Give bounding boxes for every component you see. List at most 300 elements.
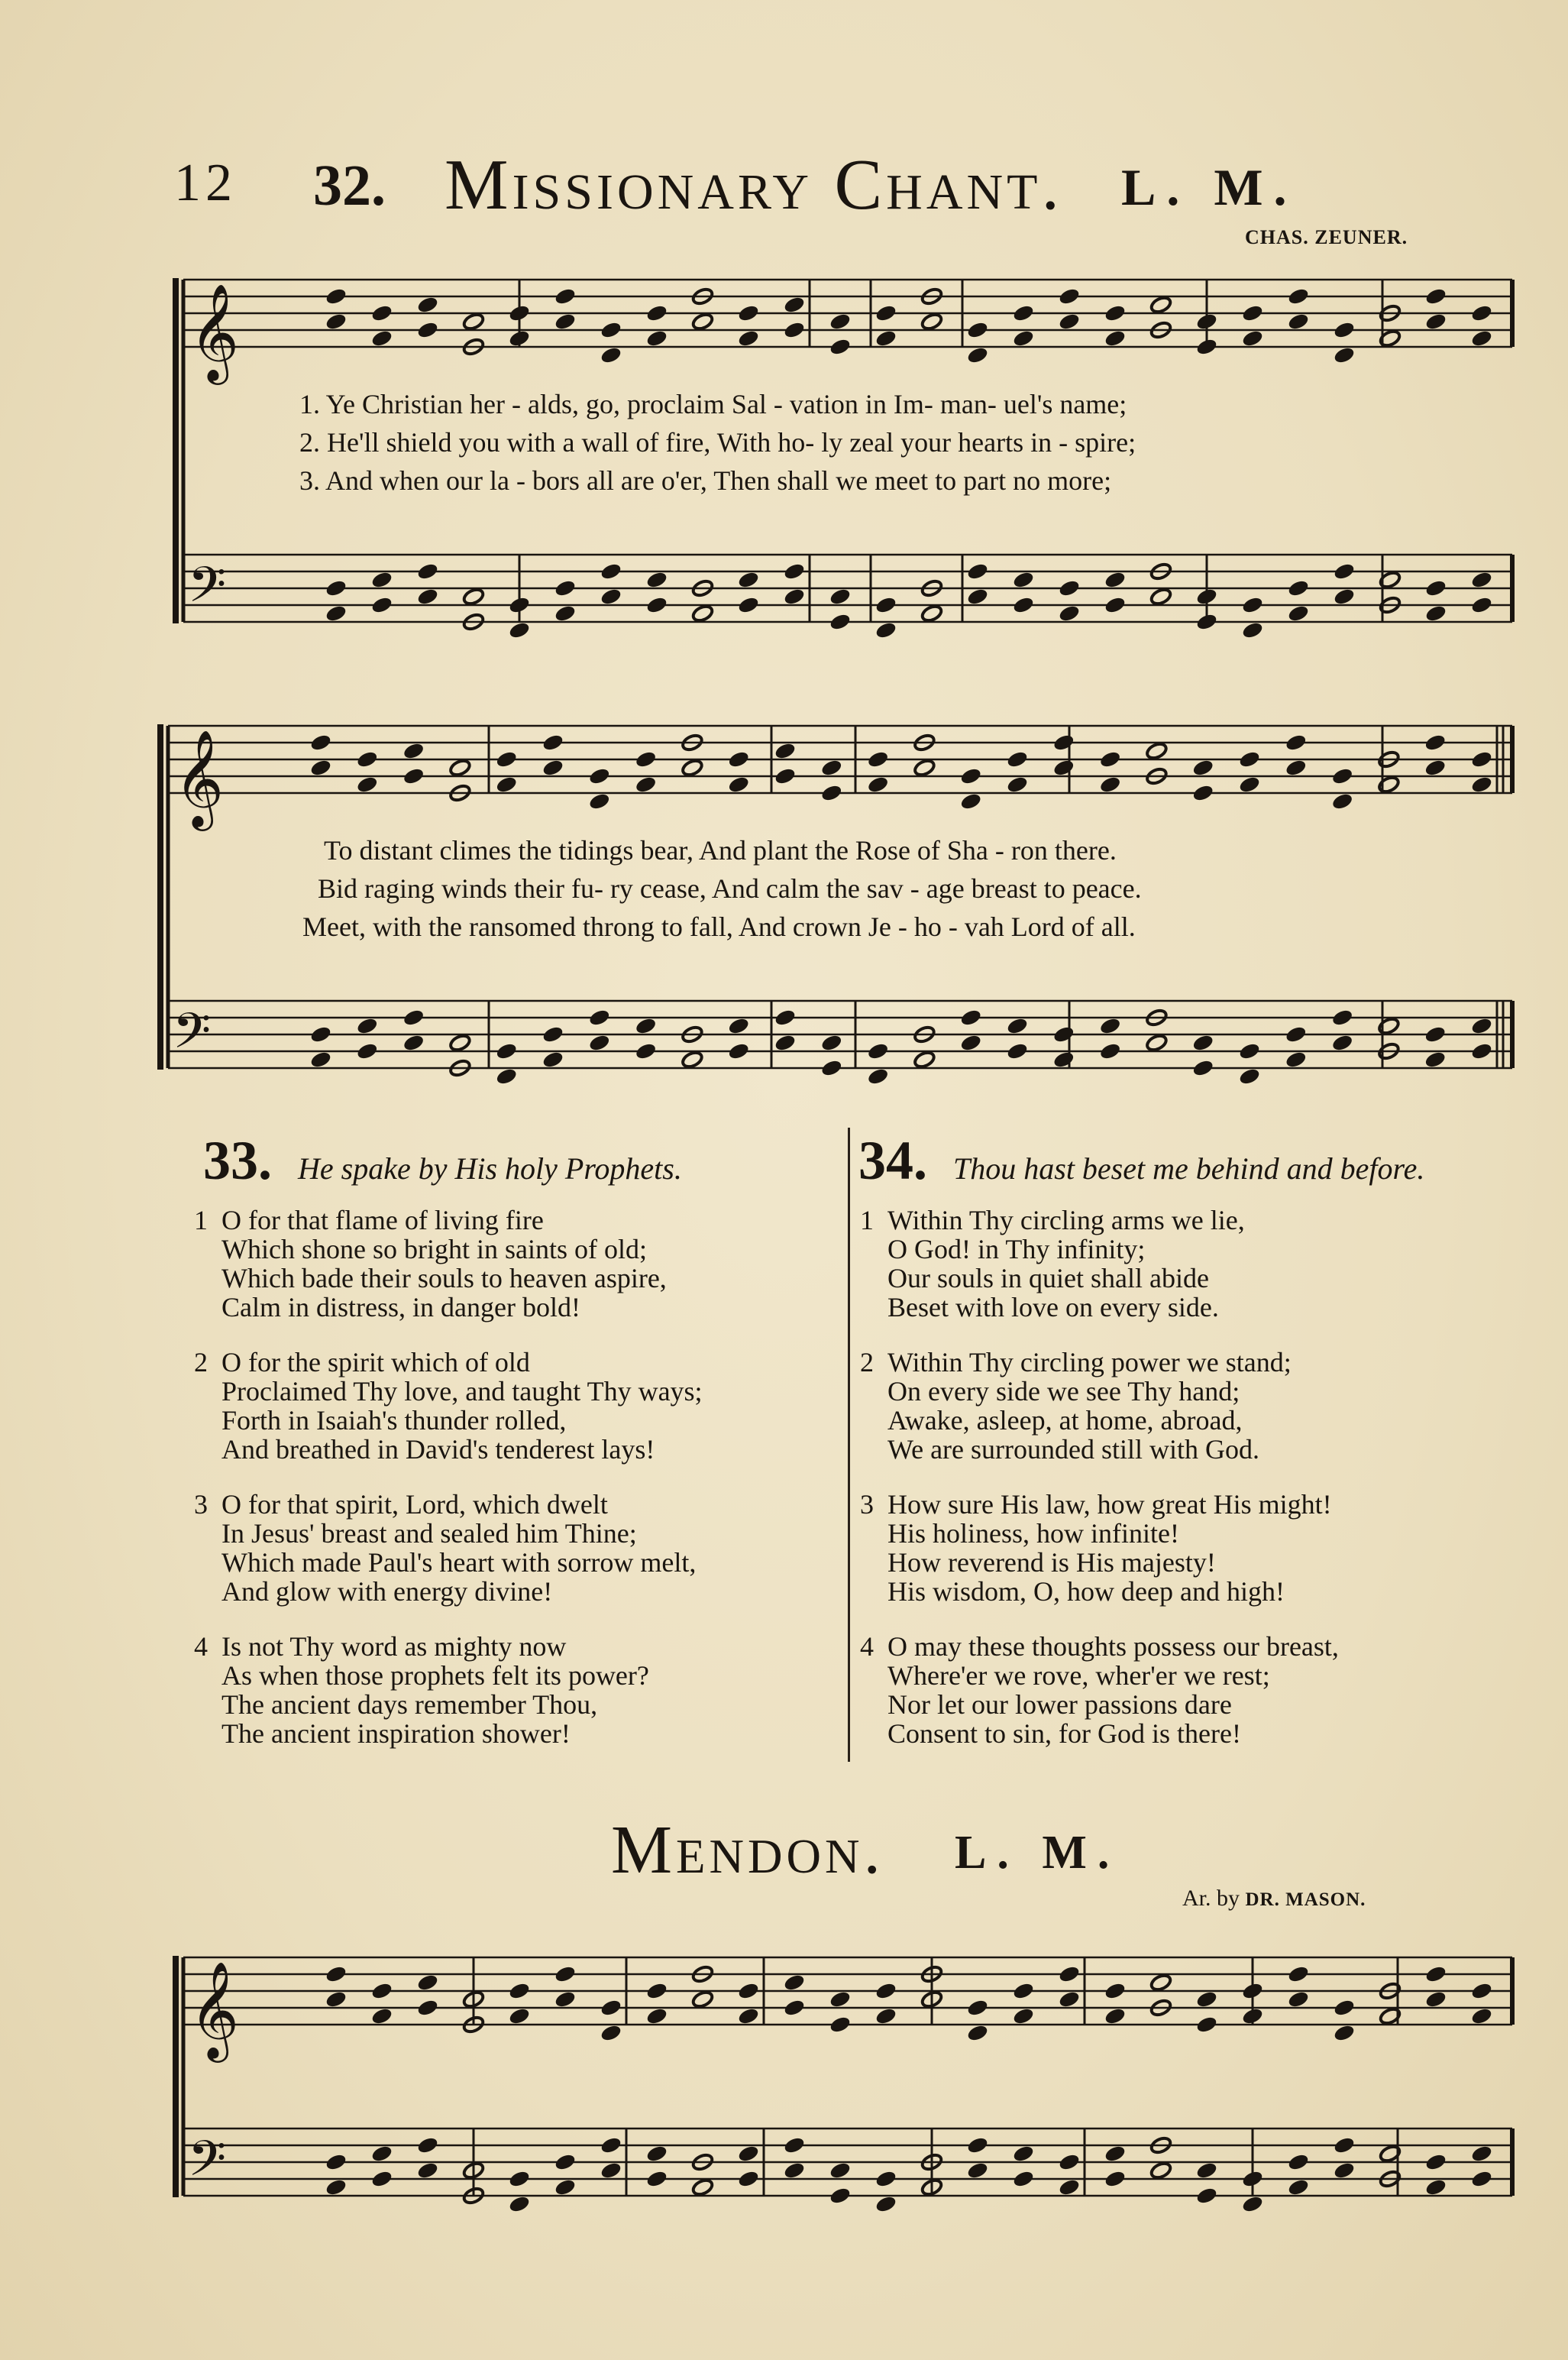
verse-line [194, 1235, 647, 1264]
verse-line [194, 1293, 580, 1322]
note-head [370, 329, 393, 348]
note-head [325, 2177, 348, 2197]
note-head [783, 587, 806, 606]
note-head [920, 604, 943, 623]
note-head [1145, 1033, 1168, 1052]
note-head [554, 2152, 577, 2171]
note-head [959, 1008, 982, 1027]
note-head [1052, 758, 1075, 777]
note-head [1424, 2152, 1447, 2171]
note-head [554, 287, 577, 306]
note-head [774, 741, 797, 760]
note-head [554, 578, 577, 597]
note-head [1241, 2194, 1264, 2213]
note-head [959, 1033, 982, 1052]
verse-text: How reverend is His majesty! [887, 1547, 1216, 1578]
clef-icon: 𝄞 [189, 1960, 240, 2058]
note-head [1006, 775, 1029, 794]
hymn-34-subtitle: Thou hast beset me behind and before. [953, 1151, 1425, 1186]
note-head [1424, 312, 1447, 331]
note-head [645, 329, 668, 348]
note-head [829, 2161, 852, 2180]
hymn-34-number: 34. [858, 1130, 927, 1191]
note-head [1287, 312, 1310, 331]
note-head [783, 320, 806, 339]
verse-text: Proclaimed Thy love, and taught Thy ways; [221, 1376, 703, 1407]
hymn-34-heading [858, 1129, 1424, 1193]
note-head [727, 1016, 750, 1035]
note-head [356, 1041, 379, 1060]
note-head [1424, 733, 1447, 752]
note-head [645, 1981, 668, 2000]
verse-line [860, 1548, 1216, 1577]
note-head [1058, 578, 1081, 597]
note-head [1330, 766, 1353, 785]
note-head [1470, 749, 1493, 769]
note-head [325, 578, 348, 597]
clef-icon: 𝄢 [188, 2131, 227, 2200]
clef-icon: 𝄞 [189, 283, 240, 380]
verse-text: Our souls in quiet shall abide [887, 1263, 1209, 1293]
note-head [645, 2006, 668, 2025]
note-head [1333, 1998, 1356, 2017]
note-head [1424, 1025, 1447, 1044]
note-head [1195, 2161, 1218, 2180]
verse-text: O God! in Thy infinity; [887, 1234, 1146, 1264]
verse-text: O for the spirit which of old [221, 1347, 530, 1377]
note-head [966, 1998, 989, 2017]
note-head [588, 766, 611, 785]
note-head [966, 562, 989, 581]
note-head [1287, 578, 1310, 597]
note-head [829, 337, 852, 356]
note-head [829, 2186, 852, 2205]
note-head [737, 303, 760, 322]
note-head [600, 345, 622, 364]
note-head [1424, 758, 1447, 777]
note-head [727, 775, 750, 794]
note-head [356, 1016, 379, 1035]
verse-line [194, 1548, 696, 1577]
note-head [737, 2144, 760, 2163]
note-head [1195, 2186, 1218, 2205]
note-head [1470, 775, 1493, 794]
note-head [1195, 1989, 1218, 2009]
note-head [416, 1998, 439, 2017]
note-head [1287, 287, 1310, 306]
note-head [1104, 570, 1127, 589]
note-head [1145, 741, 1168, 760]
note-head [325, 312, 348, 331]
note-head [495, 775, 518, 794]
verse-text: Nor let our lower passions dare [887, 1689, 1232, 1720]
note-head [600, 587, 622, 606]
note-head [1012, 1981, 1035, 2000]
verse-number: 1 [860, 1205, 874, 1235]
verse-number: 3 [194, 1489, 208, 1520]
note-head [554, 1964, 577, 1983]
note-head [554, 2177, 577, 2197]
note-head [875, 2194, 897, 2213]
note-head [416, 2161, 439, 2180]
mendon-meter: L. M. [955, 1827, 1120, 1879]
note-head [634, 1016, 657, 1035]
hymn-title: Missionary Chant. [445, 145, 1063, 225]
verse-line [860, 1206, 1245, 1235]
note-head [634, 1041, 657, 1060]
note-head [966, 2023, 989, 2042]
note-head [1333, 2023, 1356, 2042]
note-head [1377, 775, 1400, 794]
note-head [325, 2152, 348, 2171]
verse-text: Which made Paul's heart with sorrow melt, [221, 1547, 697, 1578]
note-head [1012, 303, 1035, 322]
note-head [588, 792, 611, 811]
hymn-33-subtitle: He spake by His holy Prophets. [298, 1151, 682, 1186]
note-head [1470, 1016, 1493, 1035]
note-head [448, 758, 471, 777]
verse-number: 3 [860, 1489, 874, 1520]
note-head [1098, 749, 1121, 769]
note-head [737, 570, 760, 589]
note-head [370, 303, 393, 322]
note-head [737, 595, 760, 614]
note-head [1052, 1025, 1075, 1044]
note-head [866, 1041, 889, 1060]
verse-number: 2 [194, 1347, 208, 1377]
note-head [356, 749, 379, 769]
verse-number: 2 [860, 1347, 874, 1377]
note-head [1333, 320, 1356, 339]
note-head [448, 1033, 471, 1052]
verse-line [194, 1719, 571, 1748]
note-head [600, 320, 622, 339]
note-head [1149, 2161, 1172, 2180]
note-head [402, 1033, 425, 1052]
note-head [370, 2006, 393, 2025]
verse-line [194, 1519, 637, 1548]
verse-text: In Jesus' breast and sealed him Thine; [221, 1518, 637, 1549]
note-head [913, 758, 936, 777]
note-head [1287, 2152, 1310, 2171]
verse-line [860, 1719, 1241, 1748]
note-head [1195, 2015, 1218, 2034]
verse-text: O for that spirit, Lord, which dwelt [221, 1489, 608, 1520]
note-head [416, 2135, 439, 2154]
note-head [325, 287, 348, 306]
verse-line [194, 1264, 667, 1293]
note-head [966, 2161, 989, 2180]
verse-text: On every side we see Thy hand; [887, 1376, 1240, 1407]
verse-line [860, 1632, 1339, 1661]
note-head [1058, 287, 1081, 306]
note-head [508, 620, 531, 639]
note-head [1058, 604, 1081, 623]
verse-line [860, 1519, 1179, 1548]
note-head [462, 312, 485, 331]
verse-line [194, 1632, 566, 1661]
verse-text: Which bade their souls to heaven aspire, [221, 1263, 667, 1293]
note-head [1052, 733, 1075, 752]
note-head [309, 1025, 332, 1044]
note-head [1058, 1989, 1081, 2009]
note-head [875, 2006, 897, 2025]
note-head [645, 570, 668, 589]
note-head [1104, 329, 1127, 348]
note-head [1058, 1964, 1081, 1983]
note-head [866, 775, 889, 794]
note-head [1006, 749, 1029, 769]
note-head [1424, 2177, 1447, 2197]
note-head [783, 1998, 806, 2017]
note-head [1287, 2177, 1310, 2197]
verse-text: Beset with love on every side. [887, 1292, 1219, 1322]
lyric-line-1: 1. Ye Christian her - alds, go, proclaim Sal - vation in Im- man- uel's name; [299, 389, 1127, 419]
verse-line [194, 1435, 655, 1464]
note-head [1285, 1025, 1308, 1044]
lyric-line-6: Meet, with the ransomed throng to fall, And crown Je - ho - vah Lord of all. [302, 911, 1136, 942]
note-head [416, 1973, 439, 1992]
note-head [1104, 595, 1127, 614]
verse-text: And glow with energy divine! [221, 1576, 553, 1607]
note-head [370, 1981, 393, 2000]
note-head [1104, 303, 1127, 322]
note-head [1241, 595, 1264, 614]
verse-line [194, 1661, 649, 1690]
verse-text: We are surrounded still with God. [887, 1434, 1260, 1465]
note-head [554, 604, 577, 623]
note-head [875, 595, 897, 614]
note-head [820, 758, 843, 777]
note-head [1012, 570, 1035, 589]
note-head [783, 1973, 806, 1992]
verse-line [860, 1435, 1259, 1464]
note-head [325, 1964, 348, 1983]
lyric-line-3: 3. And when our la - bors all are o'er, Then shall we meet to part no more; [299, 465, 1112, 496]
note-head [1238, 1067, 1261, 1086]
note-head [1058, 2152, 1081, 2171]
note-head [542, 733, 564, 752]
note-head [829, 587, 852, 606]
note-head [1191, 783, 1214, 802]
verse-text: Within Thy circling arms we lie, [887, 1205, 1245, 1235]
note-head [959, 792, 982, 811]
note-head [1238, 1041, 1261, 1060]
note-head [737, 2169, 760, 2188]
hymn-33-number: 33. [203, 1130, 272, 1191]
note-head [416, 562, 439, 581]
note-head [1012, 595, 1035, 614]
note-head [783, 2135, 806, 2154]
note-head [1333, 562, 1356, 581]
note-head [875, 329, 897, 348]
note-head [1470, 2169, 1493, 2188]
note-head [402, 741, 425, 760]
verse-text: Is not Thy word as mighty now [221, 1631, 567, 1662]
note-head [1424, 1989, 1447, 2009]
note-head [681, 758, 703, 777]
note-head [1238, 749, 1261, 769]
note-head [416, 295, 439, 314]
verse-line [860, 1406, 1243, 1435]
note-head [1149, 1973, 1172, 1992]
note-head [1012, 329, 1035, 348]
note-head [1470, 329, 1493, 348]
note-head [1287, 1989, 1310, 2009]
verse-text: His wisdom, O, how deep and high! [887, 1576, 1285, 1607]
verse-text: And breathed in David's tenderest lays! [221, 1434, 655, 1465]
verse-line [194, 1406, 566, 1435]
verse-line [194, 1348, 530, 1377]
verse-text: Forth in Isaiah's thunder rolled, [221, 1405, 567, 1436]
note-head [508, 1981, 531, 2000]
note-head [1333, 2135, 1356, 2154]
note-head [1330, 1008, 1353, 1027]
note-head [783, 295, 806, 314]
note-head [727, 749, 750, 769]
verse-text: How sure His law, how great His might! [887, 1489, 1332, 1520]
note-head [645, 303, 668, 322]
note-head [356, 775, 379, 794]
hymn-meter: L. M. [1121, 158, 1298, 216]
note-head [1424, 1050, 1447, 1069]
mendon-arranger [1182, 1886, 1366, 1912]
verse-line [860, 1377, 1240, 1406]
note-head [402, 1008, 425, 1027]
note-head [737, 1981, 760, 2000]
note-head [588, 1033, 611, 1052]
note-head [309, 733, 332, 752]
note-head [1149, 587, 1172, 606]
note-head [691, 2177, 714, 2197]
verse-line [860, 1490, 1332, 1519]
verse-text: O may these thoughts possess our breast, [887, 1631, 1339, 1662]
hymn-33-heading [203, 1129, 682, 1193]
verse-text: Awake, asleep, at home, abroad, [887, 1405, 1243, 1436]
verse-text: Consent to sin, for God is there! [887, 1718, 1241, 1749]
note-head [1285, 758, 1308, 777]
note-head [1012, 2144, 1035, 2163]
note-head [1006, 1016, 1029, 1035]
note-head [1470, 1981, 1493, 2000]
verse-text: Calm in distress, in danger bold! [221, 1292, 580, 1322]
verse-text: Where'er we rove, wher'er we rest; [887, 1660, 1270, 1691]
note-head [866, 749, 889, 769]
note-head [1104, 1981, 1127, 2000]
note-head [829, 1989, 852, 2009]
note-head [508, 2194, 531, 2213]
verse-line [860, 1235, 1145, 1264]
verse-line [860, 1690, 1232, 1719]
note-head [875, 620, 897, 639]
note-head [966, 345, 989, 364]
verse-line [860, 1348, 1292, 1377]
note-head [1333, 2161, 1356, 2180]
note-head [875, 303, 897, 322]
composer: CHAS. ZEUNER. [1245, 226, 1408, 248]
verse-line [194, 1490, 608, 1519]
note-head [370, 2144, 393, 2163]
note-head [783, 562, 806, 581]
note-head [309, 1050, 332, 1069]
note-head [600, 2135, 622, 2154]
note-head [1191, 758, 1214, 777]
note-head [1098, 1016, 1121, 1035]
note-head [645, 2169, 668, 2188]
note-head [1470, 570, 1493, 589]
note-head [542, 1050, 564, 1069]
note-head [774, 1033, 797, 1052]
note-head [554, 1989, 577, 2009]
note-head [1191, 1033, 1214, 1052]
verse-text: The ancient days remember Thou, [221, 1689, 598, 1720]
note-head [309, 758, 332, 777]
column-divider [848, 1128, 850, 1762]
note-head [1104, 2006, 1127, 2025]
note-head [1285, 733, 1308, 752]
note-head [1149, 295, 1172, 314]
note-head [1333, 587, 1356, 606]
verse-text: O for that flame of living fire [221, 1205, 544, 1235]
note-head [737, 329, 760, 348]
note-head [1058, 312, 1081, 331]
note-head [820, 783, 843, 802]
note-head [820, 1033, 843, 1052]
note-head [645, 595, 668, 614]
note-head [1098, 775, 1121, 794]
note-head [462, 587, 485, 606]
verse-line [860, 1264, 1209, 1293]
note-head [1470, 1041, 1493, 1060]
note-head [875, 2169, 897, 2188]
note-head [681, 1050, 703, 1069]
note-head [913, 1050, 936, 1069]
page-number: 12 [174, 154, 237, 212]
note-head [495, 749, 518, 769]
note-head [1006, 1041, 1029, 1060]
hymn-number: 32. [313, 154, 386, 218]
note-head [1104, 2169, 1127, 2188]
verse-text: The ancient inspiration shower! [221, 1718, 571, 1749]
note-head [737, 2006, 760, 2025]
clef-icon: 𝄢 [188, 557, 227, 626]
verse-line [194, 1690, 597, 1719]
verse-number: 1 [194, 1205, 208, 1235]
note-head [1012, 2006, 1035, 2025]
note-head [634, 749, 657, 769]
verse-line [194, 1377, 703, 1406]
clef-icon: 𝄞 [174, 729, 225, 827]
note-head [966, 2135, 989, 2154]
note-head [416, 587, 439, 606]
note-head [1470, 2006, 1493, 2025]
note-head [600, 1998, 622, 2017]
note-head [966, 320, 989, 339]
lyric-line-5: Bid raging winds their fu- ry cease, And calm the sav - age breast to peace. [318, 873, 1142, 904]
note-head [600, 562, 622, 581]
verse-text: As when those prophets felt its power? [221, 1660, 649, 1691]
verse-line [194, 1577, 552, 1606]
lyric-line-4: To distant climes the tidings bear, And plant the Rose of Sha - ron there. [324, 835, 1117, 866]
note-head [1058, 2177, 1081, 2197]
note-head [1333, 345, 1356, 364]
note-head [783, 2161, 806, 2180]
note-head [691, 1989, 714, 2009]
note-head [402, 766, 425, 785]
verse-number: 4 [194, 1631, 208, 1662]
verse-line [860, 1661, 1270, 1690]
note-head [820, 1058, 843, 1077]
